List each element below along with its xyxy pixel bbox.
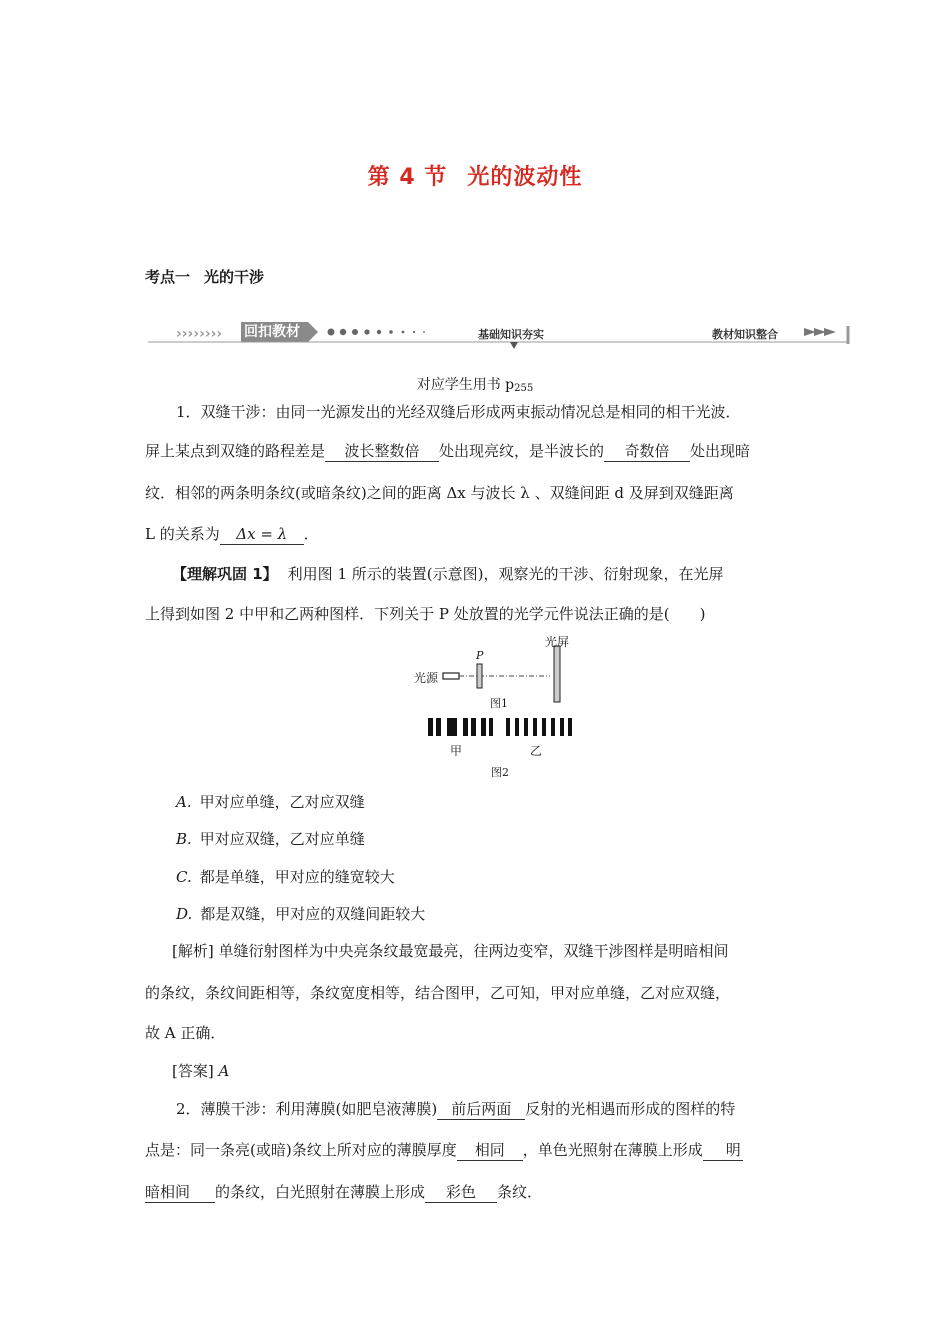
q1-line2: 上得到如图 2 中甲和乙两种图样．下列关于 P 处放置的光学元件说法正确的是( ) (145, 605, 706, 623)
figure2-caption: 图2 (491, 766, 509, 779)
option-letter: C. (176, 868, 192, 886)
option-text: 甲对应单缝，乙对应双缝 (199, 793, 365, 811)
analysis-line3: 故 A 正确． (145, 1024, 226, 1042)
answer-line (172, 1061, 229, 1081)
analysis-line2: 的条纹，条纹间距相等，条纹宽度相等，结合图甲，乙可知，甲对应单缝，乙对应双缝， (145, 984, 731, 1002)
answer-value: A (218, 1062, 230, 1080)
chevron-arrows-icon (176, 326, 222, 342)
p2-line1 (176, 1099, 735, 1120)
option-text: 都是双缝，甲对应的双缝间距较大 (200, 905, 426, 923)
blank-answer: 彩色 (425, 1182, 497, 1203)
banner-right-label: 教材知识整合 (712, 328, 778, 341)
p2-line2 (145, 1140, 743, 1161)
option-b[interactable] (176, 828, 365, 849)
banner-center-label: 基础知识夯实 (478, 328, 544, 341)
option-letter: A. (176, 793, 192, 811)
p1-line4 (145, 524, 319, 545)
section-banner (148, 318, 850, 358)
blank-answer: 暗相间 (145, 1182, 215, 1203)
reference-text: 对应学生用书 p (416, 377, 515, 393)
yi-label: 乙 (530, 744, 543, 758)
reference-page: 255 (514, 383, 534, 394)
fringe-pattern-yi (506, 718, 572, 736)
book-reference (0, 374, 950, 394)
page-title (0, 160, 950, 191)
analysis-line1: [解析] 单缝衍射图样为中央亮条纹最宽最亮，往两边变窄，双缝干涉图样是明暗相间 (172, 942, 729, 960)
topic-heading (145, 266, 278, 287)
q1-text: 利用图 1 所示的装置(示意图)，观察光的干涉、衍射现象，在光屏 (287, 565, 724, 583)
p1-text: 处出现暗 (690, 442, 751, 460)
p2-text: 2．薄膜干涉：利用薄膜(如肥皂液薄膜) (176, 1100, 438, 1118)
blank-answer: 明 (703, 1140, 743, 1161)
option-d[interactable] (176, 903, 425, 924)
p1-text: 处出现亮纹，是半波长的 (439, 442, 605, 460)
p2-text: 条纹． (497, 1183, 543, 1201)
p1-line2 (145, 441, 750, 462)
banner-tag: 回扣教材 (244, 324, 300, 340)
blank-answer: 波长整数倍 (325, 441, 439, 462)
topic-label: 考点一 (145, 268, 191, 286)
p2-text: ，单色光照射在薄膜上形成 (522, 1141, 703, 1159)
p1-line1: 1．双缝干涉：由同一光源发出的光经双缝后形成两束振动情况总是相同的相干光波． (176, 403, 741, 421)
q1-tag: 【理解巩固 1】 (172, 565, 278, 583)
light-source-label: 光源 (414, 671, 439, 685)
option-letter: B. (176, 830, 192, 848)
option-text: 甲对应双缝，乙对应单缝 (199, 830, 365, 848)
answer-label: [答案] (172, 1062, 214, 1080)
option-letter: D. (176, 905, 193, 923)
p1-text: 屏上某点到双缝的路程差是 (145, 442, 326, 460)
p1-line3: 纹．相邻的两条明条纹(或暗条纹)之间的距离 Δx 与波长 λ 、双缝间距 d 及屏到双缝距离 (145, 484, 734, 502)
option-c[interactable] (176, 866, 395, 887)
optics-figure (400, 632, 590, 782)
option-text: 都是单缝，甲对应的缝宽较大 (199, 868, 395, 886)
p2-text: 点是：同一条亮(或暗)条纹上所对应的薄膜厚度 (145, 1141, 457, 1159)
p2-line3 (145, 1182, 542, 1203)
topic-title: 光的干涉 (204, 268, 265, 286)
p1-text: ． (303, 525, 319, 543)
fringe-pattern-jia (428, 718, 493, 736)
section-number: 第 4 节 (367, 165, 448, 190)
p1-text: L 的关系为 (145, 525, 220, 543)
blank-answer: 奇数倍 (604, 441, 690, 462)
left-arrows-icon (804, 328, 836, 336)
section-title: 光的波动性 (467, 165, 583, 190)
p2-text: 反射的光相遇而形成的图样的特 (525, 1100, 736, 1118)
jia-label: 甲 (450, 744, 463, 758)
p2-text: 的条纹，白光照射在薄膜上形成 (215, 1183, 426, 1201)
figure1-caption: 图1 (490, 697, 508, 710)
option-a[interactable] (176, 791, 365, 812)
q1-line1 (172, 564, 723, 584)
blank-answer: 前后两面 (437, 1099, 525, 1120)
blank-answer: Δx = λ (220, 524, 304, 545)
screen-label: 光屏 (545, 635, 570, 649)
p-label: P (476, 649, 484, 662)
blank-answer: 相同 (457, 1140, 523, 1161)
svg-text:››››››››: ›››››››› (176, 326, 223, 342)
